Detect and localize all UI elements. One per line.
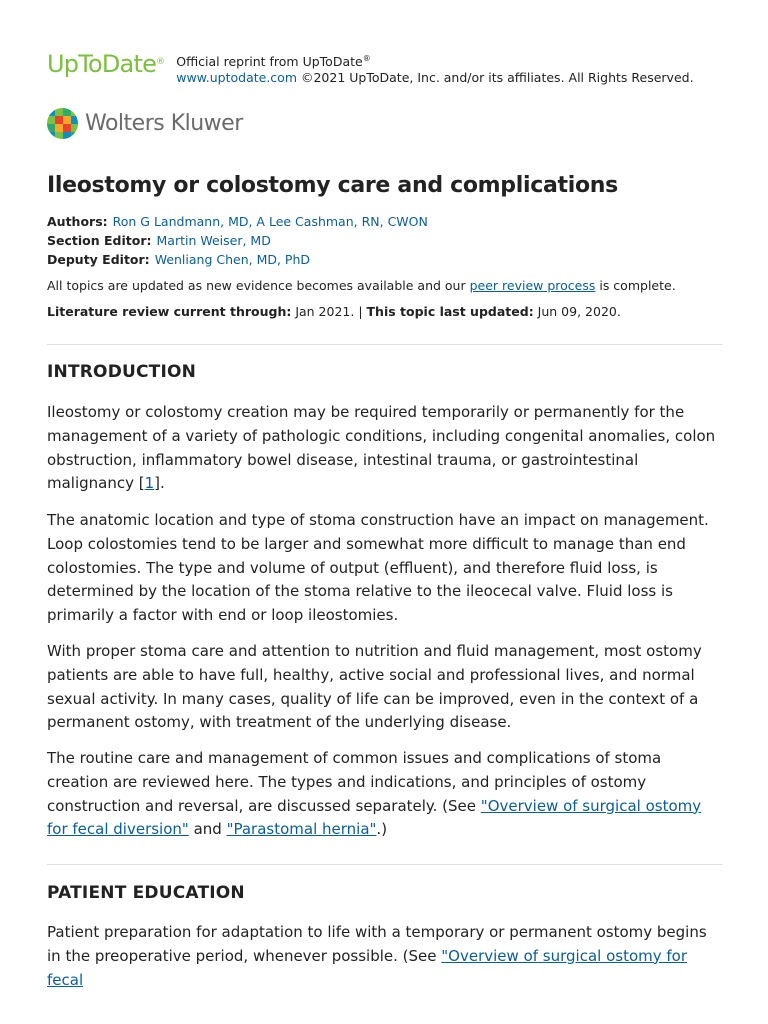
publisher-name: Wolters Kluwer [85, 111, 243, 136]
deputy-editor-label: Deputy Editor: [47, 252, 150, 267]
last-updated-value: Jun 09, 2020. [533, 304, 621, 319]
copyright-text: ©2021 UpToDate, Inc. and/or its affiliates. All Rights Reserved. [300, 70, 694, 86]
last-updated-label: This topic last updated: [366, 304, 534, 319]
wolters-kluwer-logo [47, 108, 243, 139]
reprint-header [47, 50, 694, 86]
introduction-heading: INTRODUCTION [47, 362, 197, 382]
intro-paragraph-4: The routine care and management of common issues and complications of stoma creation are reviewed here. The types and indications, and principles of ostomy construction and reversal, are discussed separately. (See "Overview of surgical ostomy for fecal diversion" and "Parastomal hernia".) [47, 749, 702, 839]
reprint-line: Official reprint from UpToDate® [176, 54, 371, 70]
deputy-editor-link[interactable]: Wenliang Chen, MD, PhD [154, 252, 311, 267]
authors-link[interactable]: Ron G Landmann, MD, A Lee Cashman, RN, CWON [112, 214, 428, 229]
intro-paragraph-3: With proper stoma care and attention to nutrition and fluid management, most ostomy patients are able to have full, healthy, active social and professional lives, and normal sexual activity. In many cases, quality of life can be improved, even in the context of a permanent ostomy, with treatment of the underlying disease. [47, 642, 702, 732]
patient-education-heading: PATIENT EDUCATION [47, 883, 245, 903]
deputy-editor-row [47, 250, 428, 269]
lit-review-value: Jan 2021. | [291, 304, 367, 319]
parastomal-hernia-link[interactable]: "Parastomal hernia" [226, 820, 377, 839]
copyright-line [176, 70, 693, 86]
authors-row [47, 212, 428, 231]
ostomy-overview-link[interactable]: "Overview of surgical ostomy for fecal diversion" [47, 796, 702, 839]
uptodate-logo[interactable]: UpToDate® [47, 50, 165, 78]
authors-label: Authors: [47, 214, 108, 229]
peer-review-link[interactable]: peer review process [469, 278, 596, 293]
divider [47, 864, 723, 865]
reference-link-1[interactable]: 1 [144, 474, 155, 493]
section-editor-label: Section Editor: [47, 233, 152, 248]
uptodate-site-link[interactable]: www.uptodate.com [176, 70, 297, 86]
education-paragraph-1: Patient preparation for adaptation to life with a temporary or permanent ostomy begins in the preoperative period, whenever possible. (See "Overview of surgical ostomy for fecal [47, 923, 707, 989]
update-note: All topics are updated as new evidence becomes available and our peer review process is complete. [47, 278, 676, 293]
wolters-kluwer-globe-icon [47, 108, 78, 139]
ostomy-overview-link-2[interactable]: "Overview of surgical ostomy for fecal [47, 946, 688, 989]
section-editor-row [47, 231, 428, 250]
article-title: Ileostomy or colostomy care and complications [47, 173, 618, 198]
divider [47, 344, 723, 345]
lit-review-label: Literature review current through: [47, 304, 292, 319]
article-credits [47, 212, 428, 269]
section-editor-link[interactable]: Martin Weiser, MD [156, 233, 271, 248]
reprint-notice [176, 50, 693, 86]
intro-paragraph-2: The anatomic location and type of stoma construction have an impact on management. Loop colostomies tend to be larger and somewhat more difficult to manage than end colostomies. The type and volume of output (effluent), and therefore fluid loss, is determined by the location of the stoma relative to the ileocecal valve. Fluid loss is primarily a factor with end or loop ileostomies. [47, 511, 709, 625]
review-dates [47, 303, 621, 321]
intro-paragraph-1: Ileostomy or colostomy creation may be required temporarily or permanently for the management of a variety of pathologic conditions, including congenital anomalies, colon obstruction, inflammatory bowel disease, intestinal trauma, or gastrointestinal malignancy [1]. [47, 403, 716, 493]
